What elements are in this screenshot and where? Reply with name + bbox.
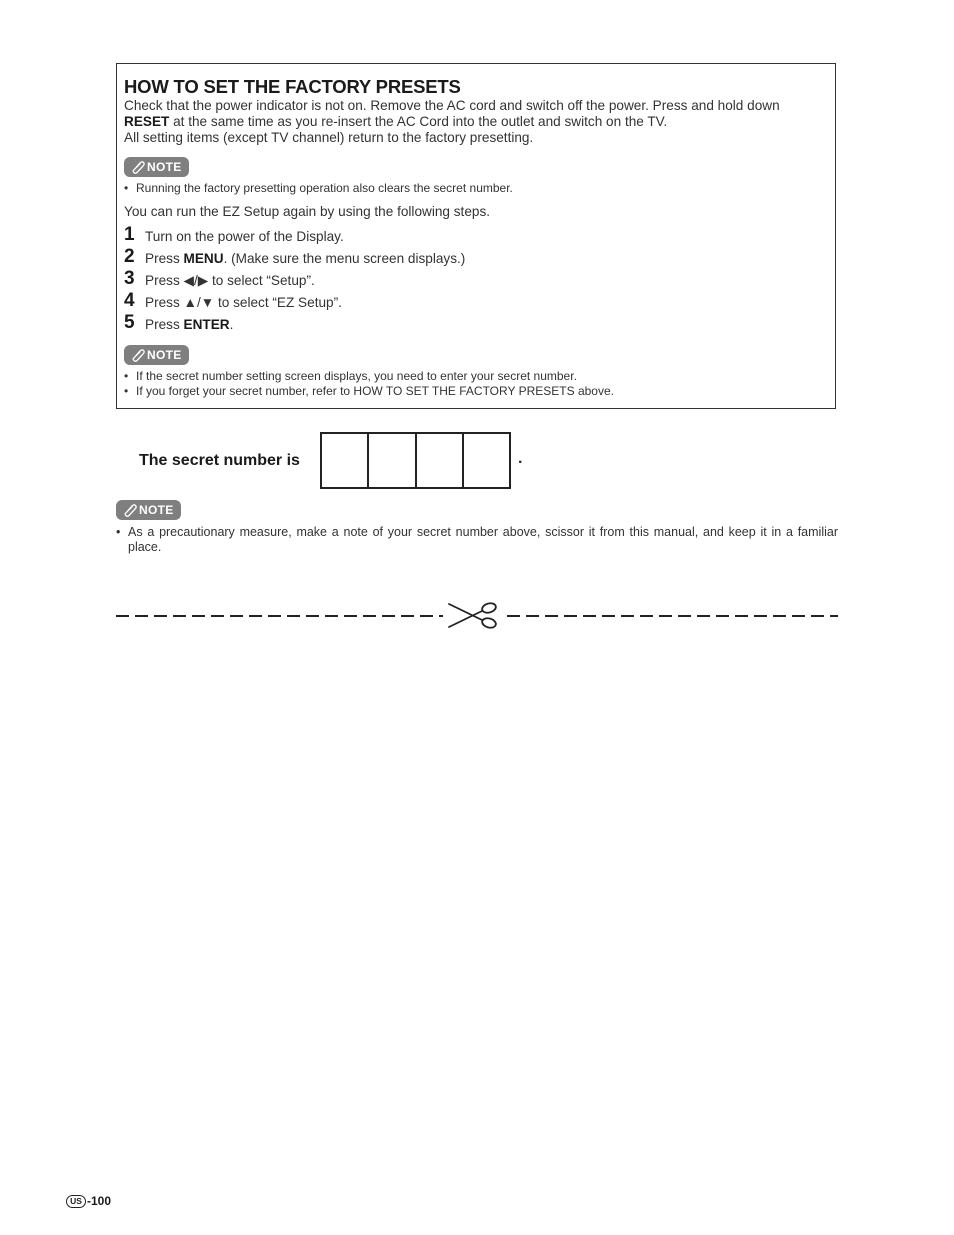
instruction-line-2 [124,114,667,130]
secret-number-label: The secret number is [139,452,300,469]
step-text-pre: Press [145,317,184,332]
instruction-line-2-rest: at the same time as you re-insert the AC Cord into the outlet and switch on the TV. [169,114,668,129]
secret-digit-box [417,434,464,487]
section-title: HOW TO SET THE FACTORY PRESETS [124,76,461,97]
note-badge [116,500,181,520]
ez-setup-intro: You can run the EZ Setup again by using the following steps. [124,204,491,219]
step-text [145,317,233,332]
note-bullet-text: If you forget your secret number, refer to HOW TO SET THE FACTORY PRESETS above. [136,384,614,398]
enter-keyword: ENTER [183,317,230,332]
bullet-icon: • [116,525,121,539]
step-text [145,251,465,266]
note-badge [124,345,189,365]
secret-digit-box [369,434,416,487]
note-label: NOTE [147,348,182,362]
menu-keyword: MENU [183,251,224,266]
step-text [145,229,344,244]
step-text-pre: Press [145,251,184,266]
page-number: -100 [87,1194,112,1208]
bullet-icon: • [124,181,129,195]
step-number: 2 [124,246,135,267]
cut-line [116,596,838,636]
secret-period: . [518,450,523,467]
note-bullet-item [124,369,577,384]
secret-digit-box [464,434,509,487]
step-number: 5 [124,312,135,333]
step-text [145,295,342,310]
note-label: NOTE [147,160,182,174]
note-bullet-item [124,384,614,399]
secret-number-boxes [320,432,511,489]
paperclip-icon [122,502,138,518]
bullet-icon: • [124,384,129,398]
note-badge [124,157,189,177]
note-bullet-item [124,181,513,196]
step-text [145,273,315,289]
instruction-line-3: All setting items (except TV channel) return to the factory presetting. [124,130,534,145]
step-text-pre: Turn on the power of the Display. [145,229,344,244]
step-text-pre: Press ◀/▶ to select “Setup”. [145,273,315,288]
note-label: NOTE [139,503,174,517]
paperclip-icon [130,347,146,363]
step-number: 4 [124,290,135,311]
step-text-post: . [229,317,234,332]
reset-keyword: RESET [124,114,170,129]
paperclip-icon [130,159,146,175]
note-bullet-text: Running the factory presetting operation also clears the secret number. [136,181,513,195]
note-bullet-text: If the secret number setting screen displays, you need to enter your secret number. [136,369,577,383]
step-number: 1 [124,224,135,245]
secret-digit-box [322,434,369,487]
step-text-post: . (Make sure the menu screen displays.) [223,251,466,266]
bullet-icon: • [124,369,129,383]
step-number: 3 [124,268,135,289]
instruction-line-1: Check that the power indicator is not on. Remove the AC cord and switch off the power. Press and hold down [124,98,780,113]
precaution-text: As a precautionary measure, make a note of your secret number above, scissor it from this manual, and keep it in a familiar place. [128,525,838,554]
region-badge: US [66,1195,86,1208]
step-text-pre: Press ▲/▼ to select “EZ Setup”. [145,295,342,310]
precaution-note [116,525,838,555]
scissors-icon [449,602,497,629]
